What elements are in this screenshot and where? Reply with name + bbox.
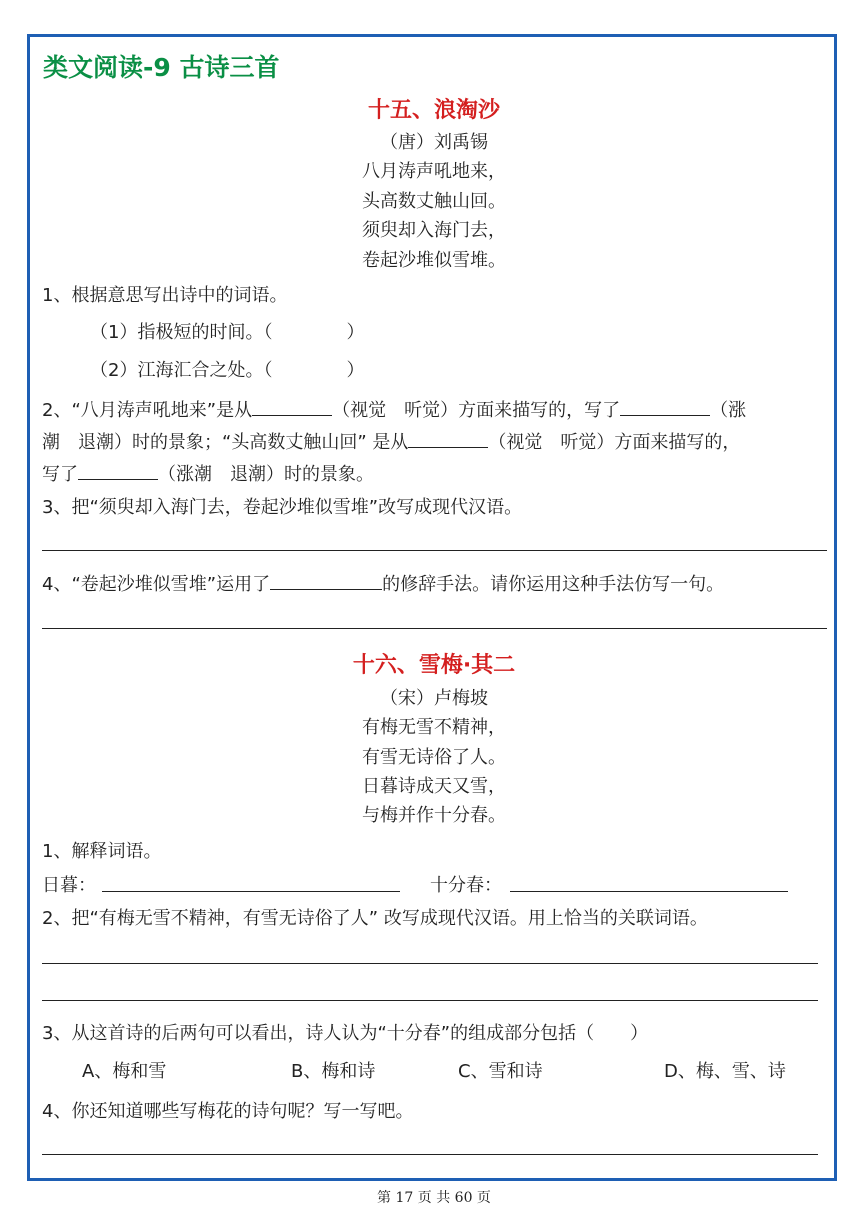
option-d[interactable]: D、梅、雪、诗 <box>664 1061 786 1082</box>
p2-question-3: 3、从这首诗的后两句可以看出，诗人认为“十分春”的组成部分包括（ ） <box>42 1023 649 1044</box>
p1-question-4: 4、“卷起沙堆似雪堆”运用了 的修辞手法。请你运用这种手法仿写一句。 <box>42 570 724 596</box>
p2-term-1: 日暮： <box>42 875 96 896</box>
poem1-title: 十五、浪淘沙 <box>367 98 500 123</box>
answer-line[interactable] <box>42 963 818 964</box>
poem2-line: 日暮诗成天又雪， <box>362 776 506 797</box>
option-c[interactable]: C、雪和诗 <box>458 1061 543 1082</box>
answer-line[interactable] <box>102 891 400 892</box>
p1-question-2-line1: 2、“八月涛声吼地来”是从 （视觉 听觉）方面来描写的，写了 （涨 <box>42 396 746 422</box>
poem2-line: 有梅无雪不精神， <box>362 717 506 738</box>
answer-line[interactable] <box>42 628 827 629</box>
poem1-line: 卷起沙堆似雪堆。 <box>362 250 506 271</box>
p1-question-2-line3: 写了 （涨潮 退潮）时的景象。 <box>42 460 374 486</box>
poem2-line: 有雪无诗俗了人。 <box>362 747 506 768</box>
answer-blank[interactable] <box>78 461 158 480</box>
answer-blank[interactable] <box>620 397 710 416</box>
answer-line[interactable] <box>510 891 788 892</box>
answer-line[interactable] <box>42 1154 818 1155</box>
poem1-author: （唐）刘禹锡 <box>380 132 488 153</box>
section-header: 类文阅读-9 古诗三首 <box>43 53 280 82</box>
poem1-line: 八月涛声吼地来， <box>362 161 506 182</box>
p2-question-1: 1、解释词语。 <box>42 841 162 862</box>
answer-blank[interactable] <box>270 571 382 590</box>
answer-line[interactable] <box>42 550 827 551</box>
answer-line[interactable] <box>42 1000 818 1001</box>
poem2-title: 十六、雪梅·其二 <box>352 653 516 678</box>
p2-question-4: 4、你还知道哪些写梅花的诗句呢？写一写吧。 <box>42 1101 414 1122</box>
p1-question-2-line2: 潮 退潮）时的景象；“头高数丈触山回” 是从 （视觉 听觉）方面来描写的， <box>42 428 740 454</box>
answer-blank[interactable] <box>252 397 332 416</box>
p2-question-2: 2、把“有梅无雪不精神，有雪无诗俗了人” 改写成现代汉语。用上恰当的关联词语。 <box>42 908 708 929</box>
p1-question-1: 1、根据意思写出诗中的词语。 <box>42 285 288 306</box>
p1-question-3: 3、把“须臾却入海门去，卷起沙堆似雪堆”改写成现代汉语。 <box>42 497 523 518</box>
poem1-line: 头高数丈触山回。 <box>362 191 506 212</box>
p1-q1-item-1: （1）指极短的时间。（ ） <box>90 322 365 343</box>
p2-term-2: 十分春： <box>430 875 502 896</box>
poem2-author: （宋）卢梅坡 <box>380 688 488 709</box>
option-a[interactable]: A、梅和雪 <box>82 1061 167 1082</box>
option-b[interactable]: B、梅和诗 <box>291 1061 376 1082</box>
poem2-line: 与梅并作十分春。 <box>362 805 506 826</box>
poem1-line: 须臾却入海门去， <box>362 220 506 241</box>
p1-q1-item-2: （2）江海汇合之处。（ ） <box>90 360 365 381</box>
page-number: 第 17 页 共 60 页 <box>377 1190 491 1206</box>
answer-blank[interactable] <box>408 429 488 448</box>
